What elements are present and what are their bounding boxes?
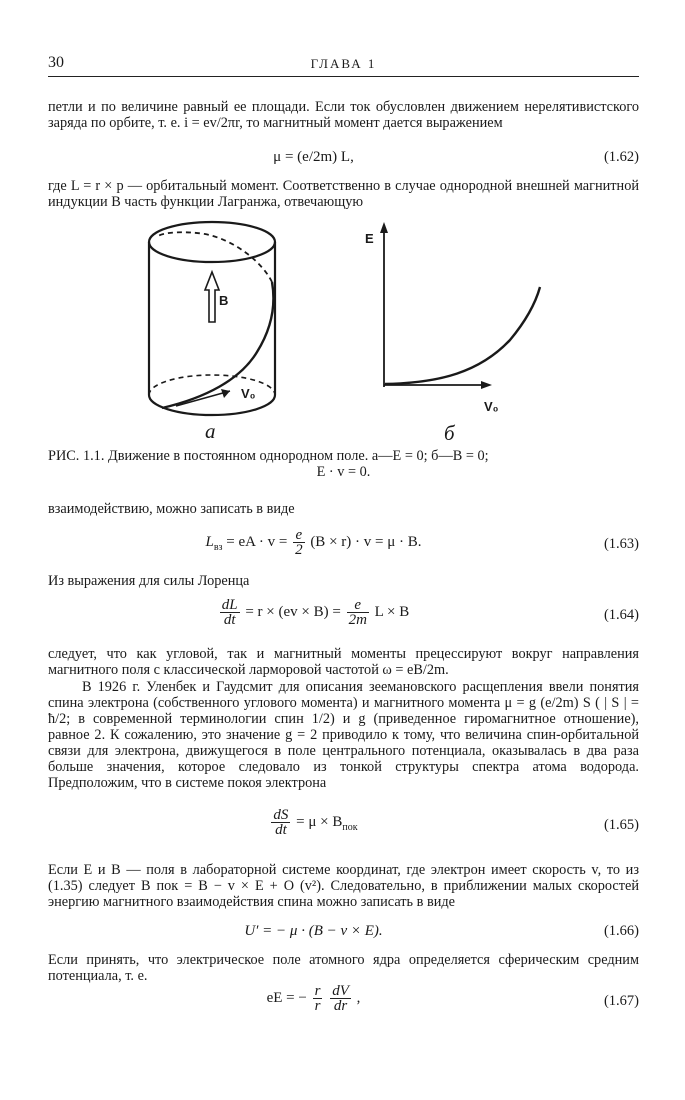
paragraph-7: Если E и B — поля в лабораторной системе координат, где электрон имеет скорость v, то из (1.35) следует B пок = B − v × E + O (v²). Следовательно, в приближении малых скоростей энергию магнитного взаимодействия спина можно записать в виде xyxy=(48,862,639,910)
equation-body xyxy=(48,598,579,627)
caption-line-2: E · v = 0. xyxy=(316,464,371,480)
label-B: B xyxy=(219,293,229,308)
cylinder-diagram xyxy=(149,222,275,415)
equation-body xyxy=(48,984,579,1013)
lagrangian-symbol: L xyxy=(205,533,214,550)
subfigure-label-b: б xyxy=(444,421,455,445)
lagrangian-subscript: вз xyxy=(213,541,223,553)
chapter-title: ГЛАВА 1 xyxy=(310,56,377,71)
fraction-dS-dt xyxy=(271,808,290,837)
helix-front xyxy=(162,282,273,408)
fraction-denominator: 2 xyxy=(295,542,303,558)
eq-rhs: L × B xyxy=(374,603,410,620)
fraction-numerator: e xyxy=(293,528,305,543)
fraction-numerator: dV xyxy=(332,983,349,999)
paragraph-4: Из выражения для силы Лоренца xyxy=(48,573,250,589)
equation-1-63 xyxy=(48,528,639,562)
equation-number: (1.66) xyxy=(603,923,639,939)
equation-body: μ = (e/2m) L, xyxy=(273,149,354,165)
velocity-arrow-line xyxy=(176,391,230,406)
equation-number: (1.67) xyxy=(603,993,639,1009)
eq-mid: = eA · v = xyxy=(226,533,288,550)
cylinder-top-ellipse xyxy=(149,222,275,262)
fraction-e-2m xyxy=(347,598,369,627)
caption-line-1: РИС. 1.1. Движение в постоянном однородном поле. a—E = 0; б—B = 0; xyxy=(48,448,489,464)
fraction-denominator: dt xyxy=(275,822,287,838)
fraction-numerator: r xyxy=(314,983,321,999)
paragraph-8: Если принять, что электрическое поле атомного ядра определяется сферическим средним потенциала, т. е. xyxy=(48,952,639,984)
fraction-dL-dt xyxy=(220,598,240,627)
fraction xyxy=(293,528,305,557)
equation-1-67 xyxy=(48,984,639,1020)
paragraph-5: следует, что как угловой, так и магнитный моменты прецессируют вокруг направления магнитного поля с классической ларморовой частотой ω = eB/2m. xyxy=(48,646,639,678)
fraction-denominator: r xyxy=(314,998,321,1014)
equation-body: U′ = − μ · (B − v × E). xyxy=(244,923,383,939)
equation-number: (1.62) xyxy=(603,149,639,165)
equation-1-65 xyxy=(48,808,639,844)
magnetic-field-arrow xyxy=(205,272,219,322)
equation-body xyxy=(48,528,579,557)
page-number: 30 xyxy=(48,54,64,71)
equation-number: (1.64) xyxy=(603,607,639,623)
eq-rhs: (B × r) · v = μ · B. xyxy=(310,533,422,550)
equation-number: (1.65) xyxy=(603,817,639,833)
fraction-numerator: dS xyxy=(273,807,289,823)
fraction-denominator: 2m xyxy=(348,612,367,628)
paragraph-6: В 1926 г. Уленбек и Гаудсмит для описания зеемановского расщепления ввели понятия спина электрона (собственного углового момента) и магнитного момента μ = g (e/2m) S ( | S | = ħ/2; в современной терминологии спин 1/2) и g (приведенное гиромагнитное отношение), равное 2. К сожалению, это значение g = 2 приводило к тому, что величина спин-орбитальной связи для электрона, движущегося в поле центрального потенциала, оказывалась в два раза больше значения, которое следовало из тонкой структуры спектра атома водорода. Предположим, что в системе покоя электрона xyxy=(48,679,639,791)
eq-rhs: = μ × B xyxy=(296,813,343,830)
label-E: E xyxy=(365,231,374,246)
fraction-numerator: dL xyxy=(221,597,238,613)
paragraph-2: где L = r × p — орбитальный момент. Соответственно в случае однородной внешней магнитной индукции B часть функции Лагранжа, отвечающую xyxy=(48,178,639,210)
fraction-denominator: dr xyxy=(333,998,348,1014)
equation-1-64 xyxy=(48,598,639,634)
eq-tail: , xyxy=(356,989,361,1006)
cylinder-bottom-front xyxy=(149,395,275,415)
paragraph-1: петли и по величине равный ее площади. Если ток обусловлен движением нерелятивистского заряда по орбите, т. е. i = ev/2πr, то магнитный момент дается выражением xyxy=(48,99,639,131)
equation-number: (1.63) xyxy=(603,536,639,552)
energy-graph xyxy=(380,222,540,389)
subfigure-label-a: a xyxy=(205,419,216,443)
figure-caption xyxy=(48,448,639,480)
label-V0-left: V₀ xyxy=(241,386,256,401)
fraction-dV-dr xyxy=(330,984,351,1013)
label-V0-right: V₀ xyxy=(484,399,499,414)
rest-frame-subscript: пок xyxy=(342,821,358,833)
equation-1-66 xyxy=(48,920,639,946)
fraction-r-r xyxy=(313,984,323,1013)
eq-mid: = r × (ev × B) = xyxy=(245,603,341,620)
energy-curve xyxy=(385,287,540,384)
eq-lhs: eE = − xyxy=(266,989,307,1006)
y-axis-arrowhead xyxy=(380,222,388,233)
fraction-numerator: e xyxy=(347,598,369,613)
equation-body xyxy=(48,808,579,837)
x-axis-arrowhead xyxy=(481,381,492,389)
paragraph-3: взаимодействию, можно записать в виде xyxy=(48,501,295,517)
fraction-denominator: dt xyxy=(223,612,236,628)
figure-1-1 xyxy=(0,0,685,445)
